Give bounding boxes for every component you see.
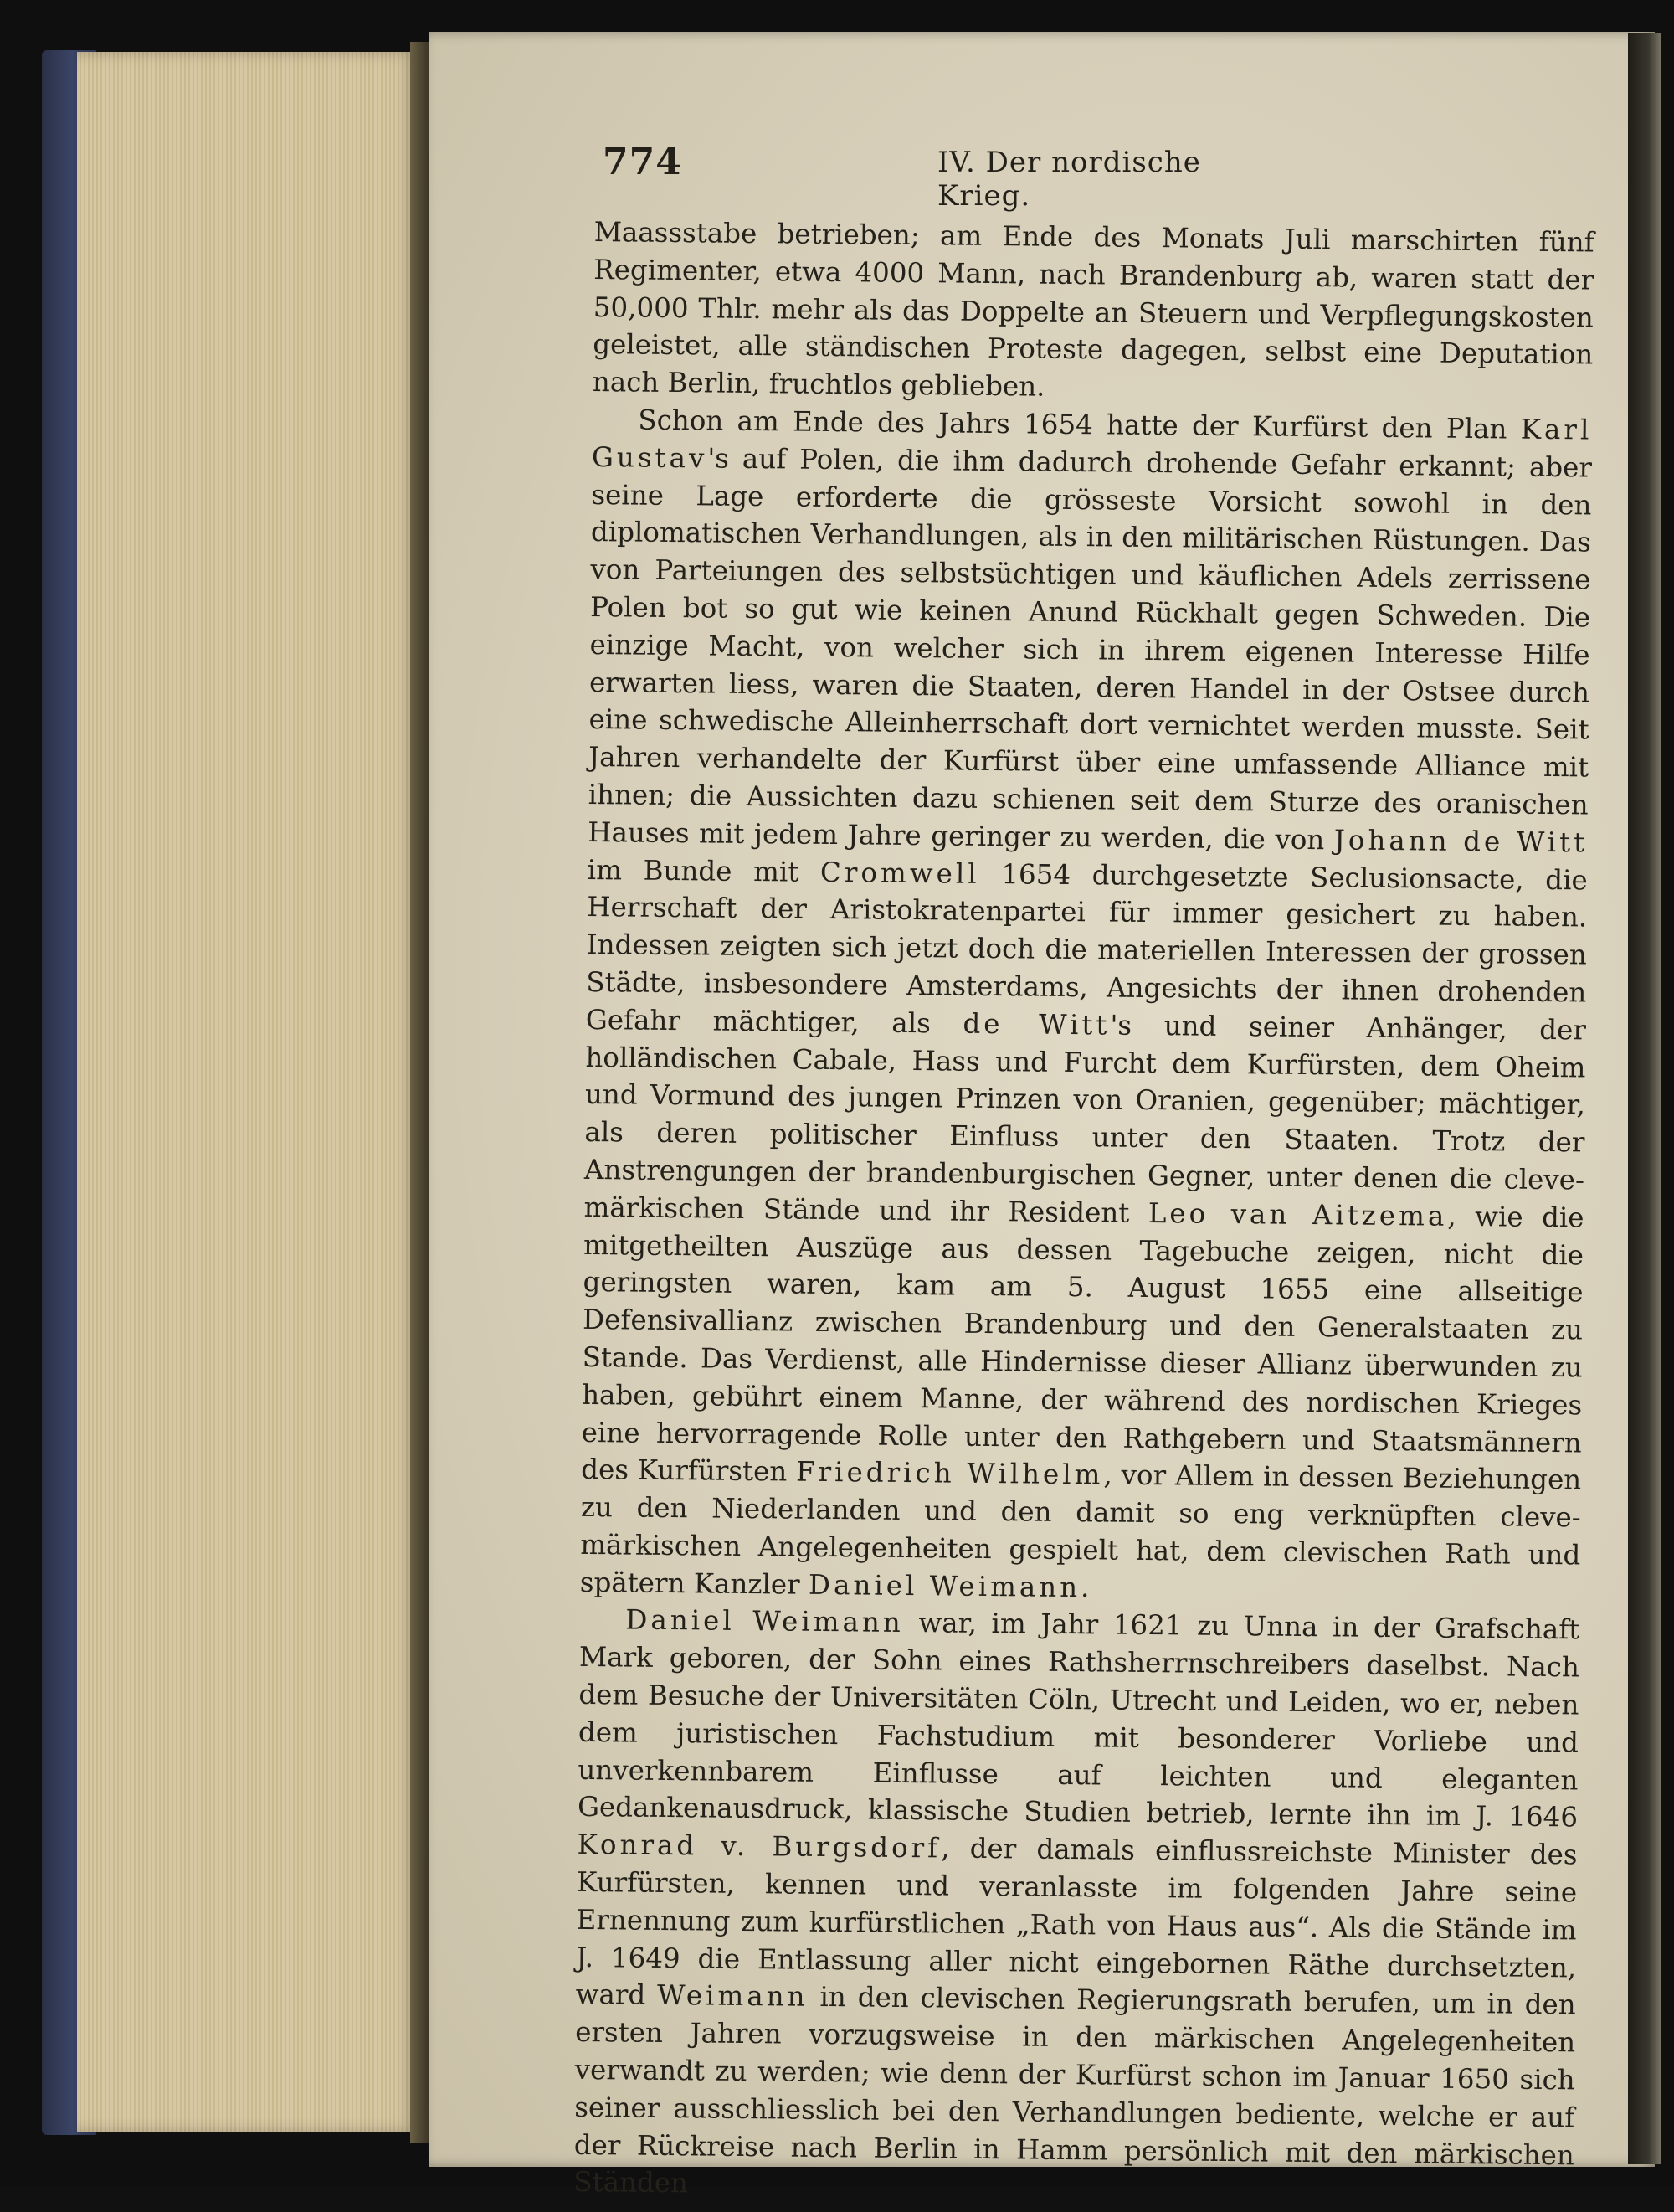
text-run: . [1080, 1571, 1090, 1603]
paragraph [580, 401, 1593, 1612]
running-title: IV. Der nordische Krieg. [937, 146, 1201, 213]
spaced-name: Johann de Witt [1333, 824, 1589, 859]
spaced-name: Friedrich Wilhelm [795, 1455, 1104, 1491]
paragraph [593, 213, 1594, 411]
text-run: , wie die mitgetheilten Auszüge aus dessen Tagebuche zeigen, nicht die geringsten waren, kam am 5. August 1655 eine allseitige Defensivallianz zwischen Brandenburg und den Generalstaaten zu Stande. Das Verdienst, alle Hindernisse dieser Allianz überwunden zu haben, gebührt einem Manne, der während des nordischen Krieges eine hervorragende Rolle unter den Rathgebern und Staatsmännern des Kurfürsten [581, 1200, 1584, 1488]
text-run: 's und seiner Anhänger, der holländischen Cabale, Hass und Furcht dem Kurfürsten, dem Oheim und Vormund des jungen Prinzen von Oranien, gegenüber; mächtiger, als deren politischer Einfluss unter den Staaten. Trotz der Anstrengungen der brandenburgischen Gegner, unter denen die cleve-märkischen Stände und ihr Resident [583, 1009, 1587, 1229]
page-header [603, 141, 1289, 213]
text-run: 's auf Polen, die ihm dadurch drohende Gefahr erkannt; aber seine Lage erforderte die grösseste Vorsicht sowohl in den diplomatischen Verhandlungen, als in den militärischen Rüstungen. Das von Parteiungen des selbstsüchtigen und käuflichen Adels zerrissene Polen bot so gut wie keinen Anund Rückhalt gegen Schweden. Die einzige Macht, von welcher sich in ihrem eigenen Interesse Hilfe erwarten liess, waren die Staaten, deren Handel in der Ostsee durch eine schwedische Alleinherrschaft dort vernichtet werden musste. Seit Jahren verhandelte der Kurfürst über eine umfassende Alliance mit ihnen; die Aussichten dazu schienen seit dem Sturze des oranischen Hauses mit jedem Jahre geringer zu werden, die von [588, 442, 1593, 857]
text-run: Maassstabe betrieben; am Ende des Monats Juli marschirten fünf Regimenter, etwa 4000 Mann, nach Brandenburg ab, waren statt der 50,000 Thlr. mehr als das Doppelte an Steuern und Verpflegungskosten geleistet, alle ständischen Proteste dagegen, selbst eine Deputation nach Berlin, fruchtlos geblieben. [592, 215, 1594, 403]
spaced-name: de Witt [963, 1007, 1111, 1042]
body-text [573, 213, 1594, 2212]
text-run: 1654 durchgesetzte Seclusionsacte, die Herrschaft der Aristokratenpartei für immer gesichert zu haben. Indessen zeigten sich jetzt doch die materiellen Interessen der grossen Städte, insbesondere Amsterdams, Angesichts der ihnen drohenden Gefahr mächtiger, als [585, 857, 1588, 1040]
text-run: , der damals einflussreichste Minister des Kurfürsten, kennen und veranlasste im folgenden Jahre seine Ernennung zum kurfürstlichen „Rath von Haus aus“. Als die Stände im J. 1649 die Entlassung aller nicht eingebornen Räthe durchsetzten, ward [575, 1832, 1578, 2012]
spaced-name: Leo van Aitzema [1148, 1196, 1448, 1232]
page-stack [77, 52, 418, 2132]
text-run: , vor Allem in dessen Beziehungen zu den Niederlanden und den damit so eng verknüpften cleve-märkischen Angelegenheiten gespielt hat, dem clevischen Rath und spätern Kanzler [579, 1458, 1582, 1601]
text-run: in den clevischen Regierungsrath berufen, um in den ersten Jahren vorzugsweise in den märkischen Angelegenheiten verwandt zu werden; wie denn der Kurfürst schon im Januar 1650 sich seiner ausschliesslich bei den Verhandlungen bediente, welche er auf der Rückreise nach Berlin in Hamm persönlich mit den märkischen Ständen [573, 1981, 1576, 2199]
spaced-name: Karl Gustav [591, 413, 1593, 475]
spaced-name: Daniel Weimann [808, 1568, 1081, 1603]
text-run: im Bunde mit [587, 853, 821, 888]
page-number: 774 [603, 141, 682, 183]
page-right-edge [1628, 33, 1661, 2164]
paragraph [573, 1601, 1579, 2211]
spaced-name: Cromwell [819, 856, 980, 890]
spaced-name: Konrad v. Burgsdorf [577, 1829, 942, 1865]
spaced-name: Daniel Weimann [625, 1603, 905, 1639]
text-run: war, im Jahr 1621 zu Unna in der Grafschaft Mark geboren, der Sohn eines Rathsherrnschreibers daselbst. Nach dem Besuche der Universitäten Cöln, Utrecht und Leiden, wo er, neben dem juristischen Fachstudium mit besonderer Vorliebe und unverkennbarem Einflusse auf leichten und eleganten Gedankenausdruck, klassische Studien betrieb, lernte ihn im J. 1646 [577, 1607, 1580, 1834]
spaced-name: Weimann [656, 1979, 809, 2014]
text-run: Schon am Ende des Jahrs 1654 hatte der Kurfürst den Plan [638, 404, 1521, 445]
